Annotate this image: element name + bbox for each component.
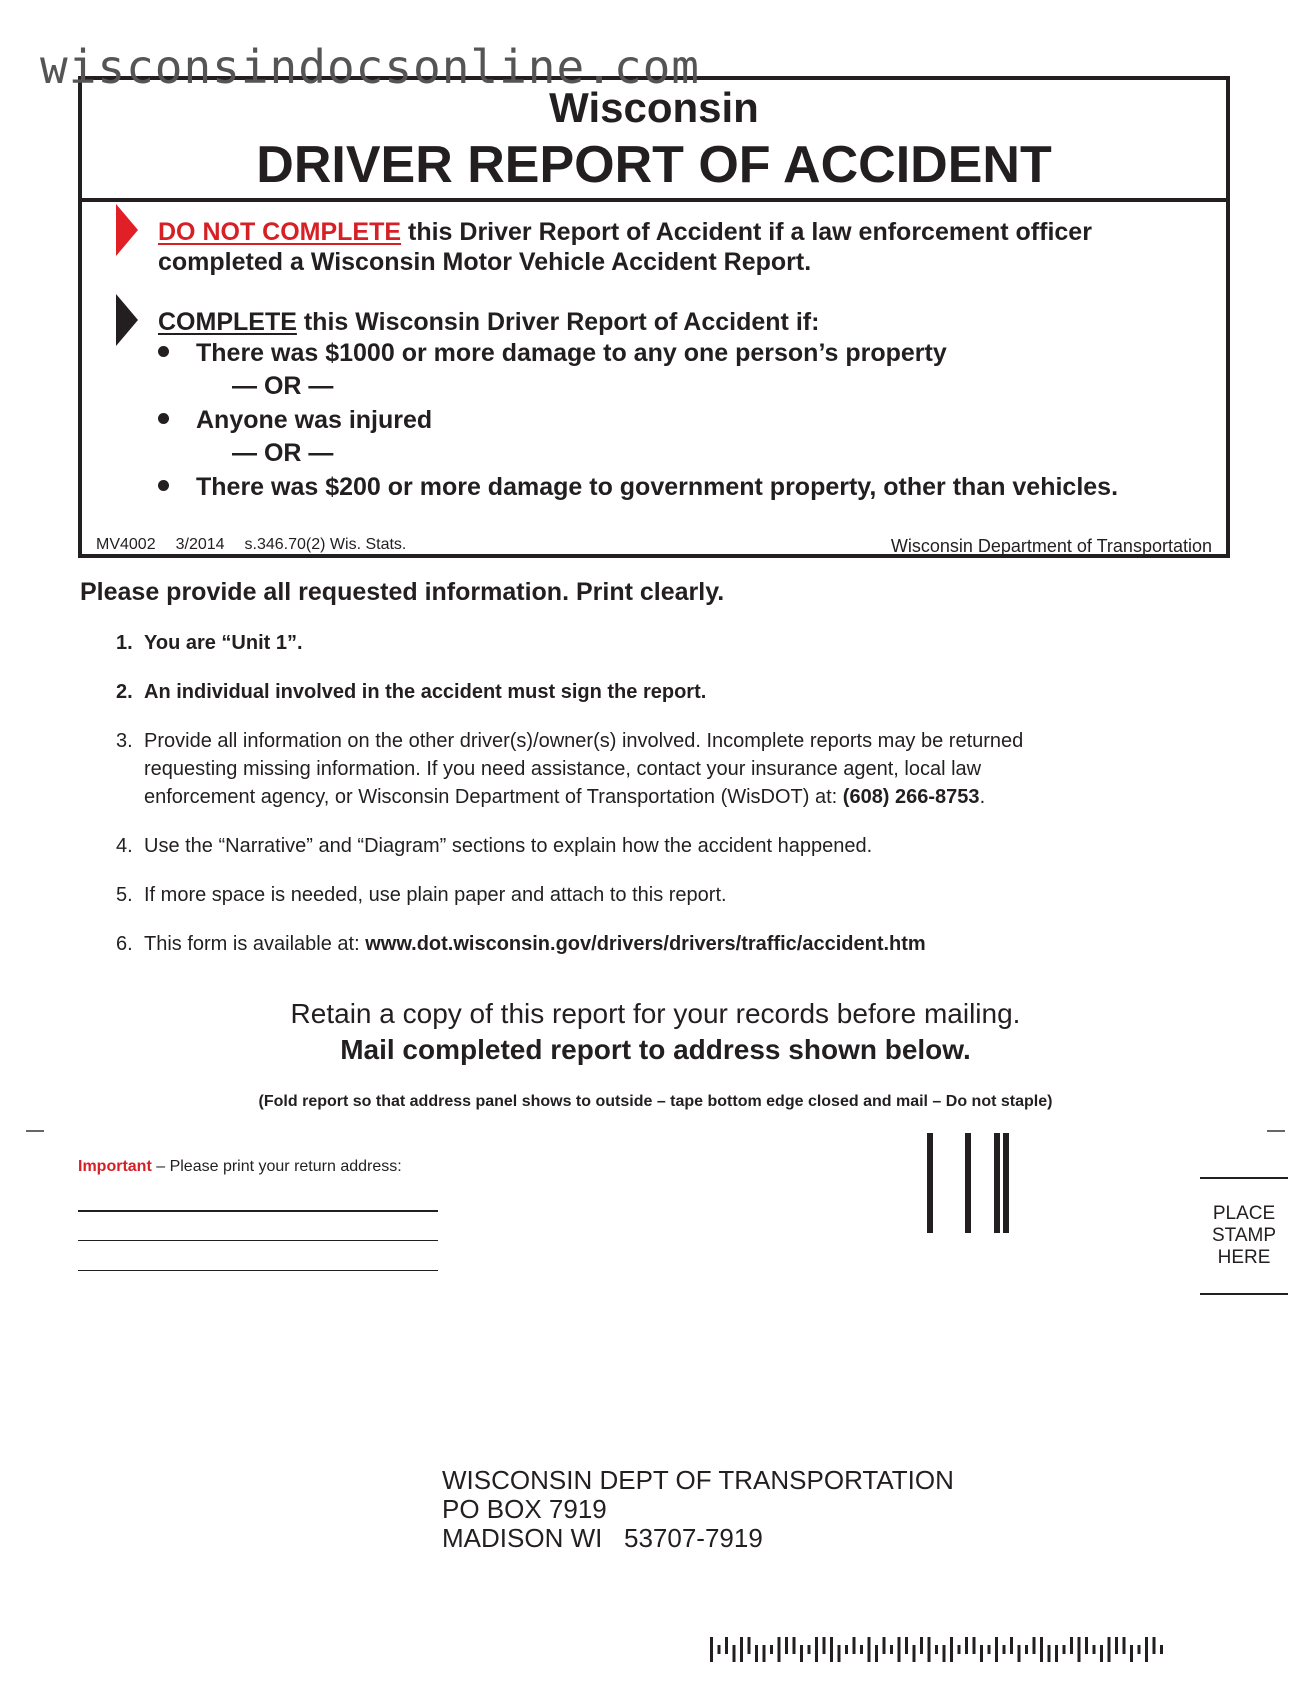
instruction-text: If more space is needed, use plain paper and attach to this report. <box>144 884 727 906</box>
condition-injury: Anyone was injured <box>196 406 433 434</box>
barcode-bar <box>943 1645 946 1662</box>
complete-emphasis: COMPLETE <box>158 308 297 336</box>
instruction-text: Use the “Narrative” and “Diagram” sections to explain how the accident happened. <box>144 835 873 857</box>
address-line-3: MADISON WI 53707-7919 <box>442 1523 763 1553</box>
do-not-complete-emphasis: DO NOT COMPLETE <box>158 218 402 246</box>
instruction-item-6 <box>116 930 1116 958</box>
wisdot-phone: (608) 266-8753 <box>842 786 980 808</box>
barcode-bar <box>1085 1637 1088 1654</box>
instruction-item-5 <box>116 881 1116 909</box>
barcode-bar <box>1145 1637 1148 1662</box>
bullet-icon <box>158 413 169 424</box>
barcode-bar <box>988 1645 991 1654</box>
return-address-label <box>78 1158 402 1176</box>
instruction-item-4 <box>116 832 1116 860</box>
barcode-bar <box>748 1637 751 1654</box>
title-state: Wisconsin <box>549 84 759 131</box>
barcode-bar <box>1093 1645 1096 1654</box>
barcode-bar <box>733 1645 736 1662</box>
mail-instruction: Mail completed report to address shown below. <box>340 1034 971 1065</box>
barcode-bar <box>1160 1645 1163 1654</box>
barcode-bar <box>868 1637 871 1662</box>
stamp-label-line: STAMP <box>1211 1225 1277 1246</box>
barcode-bar <box>808 1645 811 1654</box>
barcode-bar <box>935 1645 938 1654</box>
barcode-bar <box>755 1645 758 1662</box>
postal-barcode <box>710 1637 1180 1662</box>
barcode-bar <box>785 1637 788 1654</box>
do-not-complete-line1 <box>158 218 1092 247</box>
barcode-bar <box>793 1637 796 1654</box>
barcode-bar <box>838 1645 841 1662</box>
barcode-bar <box>823 1637 826 1654</box>
page-title: DRIVER REPORT OF ACCIDENT <box>256 136 1052 194</box>
instruction-suffix: . <box>979 786 986 808</box>
form-url-link[interactable]: www.dot.wisconsin.gov/drivers/drivers/traffic/accident.htm <box>365 933 926 955</box>
barcode-bar <box>890 1645 893 1654</box>
barcode-bar <box>1033 1637 1036 1654</box>
stamp-placeholder <box>1200 1203 1288 1269</box>
red-arrow-icon <box>116 204 138 256</box>
complete-rest: this Wisconsin Driver Report of Accident if: <box>296 308 820 336</box>
return-address-line-3[interactable] <box>78 1270 438 1271</box>
instruction-number: 1. <box>116 632 133 654</box>
barcode-bar <box>1100 1645 1103 1662</box>
barcode-bar <box>995 1637 998 1662</box>
instruction-item-2 <box>116 678 1116 706</box>
retain-copy-text: Retain a copy of this report for your records before mailing. <box>290 998 1021 1029</box>
fim-barcode-bar <box>927 1133 933 1233</box>
barcode-bar <box>1130 1645 1133 1662</box>
fim-barcode-bar <box>965 1133 971 1233</box>
barcode-bar <box>1108 1637 1111 1662</box>
do-not-complete-rest: this Driver Report of Accident if a law enforcement officer <box>401 218 1092 246</box>
do-not-complete-line2: completed a Wisconsin Motor Vehicle Accident Report. <box>158 248 812 276</box>
barcode-bar <box>830 1637 833 1662</box>
instruction-text: An individual involved in the accident must sign the report. <box>144 681 707 703</box>
header-box <box>78 76 1230 558</box>
barcode-bar <box>710 1637 713 1662</box>
condition-property-damage: There was $1000 or more damage to any one person’s property <box>196 339 947 367</box>
return-address-line-1[interactable] <box>78 1210 438 1212</box>
barcode-bar <box>950 1637 953 1662</box>
barcode-bar <box>973 1637 976 1654</box>
barcode-bar <box>1138 1645 1141 1654</box>
address-line-2: PO BOX 7919 <box>442 1494 607 1524</box>
watermark: wisconsindocsonline.com <box>40 40 700 94</box>
address-line-1: WISCONSIN DEPT OF TRANSPORTATION <box>442 1465 954 1495</box>
barcode-bar <box>815 1637 818 1662</box>
stamp-label-line: HERE <box>1217 1247 1271 1268</box>
barcode-bar <box>905 1637 908 1654</box>
agency-name: Wisconsin Department of Transportation <box>890 536 1212 556</box>
barcode-bar <box>778 1637 781 1662</box>
return-address-instruction: – Please print your return address: <box>151 1158 402 1175</box>
stamp-label-line: PLACE <box>1212 1203 1276 1224</box>
bullet-icon <box>158 346 169 357</box>
barcode-bar <box>883 1637 886 1654</box>
form-info <box>96 536 426 554</box>
bullet-icon <box>158 480 169 491</box>
barcode-bar <box>860 1645 863 1654</box>
barcode-bar <box>1003 1645 1006 1654</box>
barcode-bar <box>845 1645 848 1654</box>
stamp-box-top-line <box>1200 1177 1288 1179</box>
title-area <box>82 80 1226 202</box>
instruction-number: 3. <box>116 730 133 752</box>
mailing-address <box>442 1466 954 1553</box>
instruction-item-1 <box>116 629 1116 657</box>
barcode-bar <box>853 1637 856 1654</box>
barcode-bar <box>928 1637 931 1662</box>
important-label: Important <box>78 1158 152 1175</box>
barcode-bar <box>920 1637 923 1654</box>
barcode-bar <box>1010 1637 1013 1654</box>
barcode-bar <box>725 1637 728 1654</box>
barcode-bar <box>965 1637 968 1654</box>
barcode-bar <box>740 1637 743 1662</box>
barcode-bar <box>958 1645 961 1654</box>
barcode-bar <box>1123 1637 1126 1654</box>
barcode-bar <box>1055 1645 1058 1662</box>
barcode-bar <box>1025 1645 1028 1654</box>
form-number: MV4002 <box>96 536 156 553</box>
barcode-bar <box>1063 1645 1066 1654</box>
barcode-bar <box>763 1645 766 1662</box>
barcode-bar <box>718 1645 721 1654</box>
barcode-bar <box>1070 1637 1073 1654</box>
fold-instructions: (Fold report so that address panel shows to outside – tape bottom edge closed and mail – Do not staple) <box>258 1093 1053 1110</box>
barcode-bar <box>1040 1637 1043 1662</box>
barcode-bar <box>898 1637 901 1662</box>
instruction-text: Provide all information on the other driver(s)/owner(s) involved. Incomplete reports may be returned requesting missing information. If you need assistance, contact your insurance agent, local law enforcement agency, or Wisconsin Department of Transportation (WisDOT) at: <box>144 730 1024 808</box>
barcode-bar <box>800 1645 803 1662</box>
barcode-bar <box>1078 1637 1081 1662</box>
condition-government-property: There was $200 or more damage to government property, other than vehicles. <box>196 473 1119 501</box>
form-revision: 3/2014 <box>175 536 225 553</box>
instruction-text: This form is available at: <box>144 933 366 955</box>
statute-reference: s.346.70(2) Wis. Stats. <box>244 536 407 553</box>
or-separator: — OR — <box>232 439 334 467</box>
return-address-line-2[interactable] <box>78 1240 438 1241</box>
complete-line <box>158 308 819 337</box>
stamp-box-bottom-line <box>1200 1293 1288 1295</box>
instruction-number: 5. <box>116 884 133 906</box>
barcode-bar <box>1018 1645 1021 1662</box>
black-arrow-icon <box>116 294 138 346</box>
instruction-number: 6. <box>116 933 133 955</box>
barcode-bar <box>875 1645 878 1662</box>
fold-mark-left <box>26 1130 44 1132</box>
instruction-text: You are “Unit 1”. <box>144 632 303 654</box>
barcode-bar <box>913 1645 916 1662</box>
or-separator: — OR — <box>232 372 334 400</box>
fold-mark-right <box>1267 1130 1285 1132</box>
intro-text: Please provide all requested information. Print clearly. <box>80 578 725 606</box>
fim-barcode-bar <box>994 1133 1000 1233</box>
barcode-bar <box>1048 1645 1051 1662</box>
barcode-bar <box>980 1645 983 1662</box>
barcode-bar <box>1115 1637 1118 1654</box>
barcode-bar <box>1153 1637 1156 1654</box>
instruction-number: 4. <box>116 835 133 857</box>
instruction-number: 2. <box>116 681 133 703</box>
fim-barcode-bar <box>1003 1133 1009 1233</box>
barcode-bar <box>770 1645 773 1654</box>
instruction-item-3 <box>116 727 1076 811</box>
